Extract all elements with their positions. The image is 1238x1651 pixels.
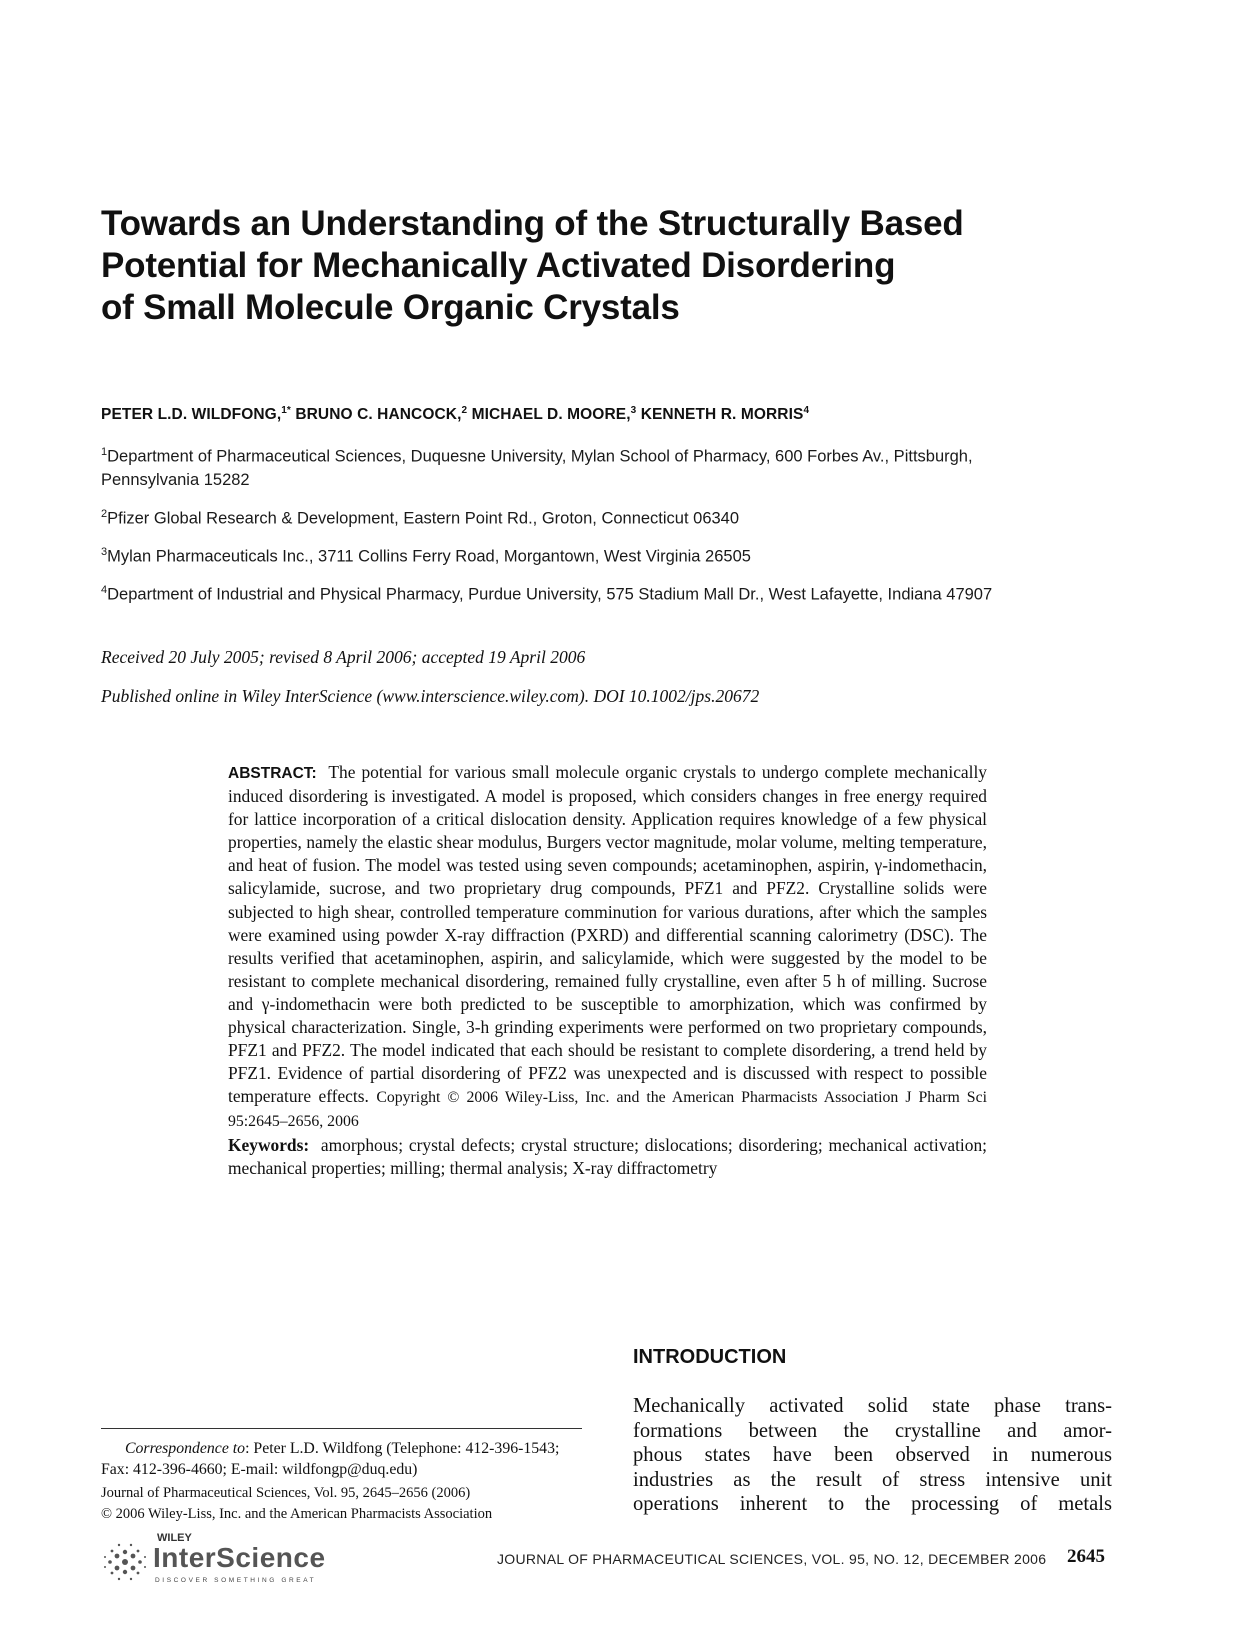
intro-line: formations between the crystalline and amor- <box>633 1419 1112 1442</box>
affiliation-text: Department of Pharmaceutical Sciences, Duquesne University, Mylan School of Pharmacy, 600 Forbes Av., Pittsburgh, <box>107 447 973 466</box>
author-affil-mark: 1* <box>281 405 291 416</box>
affiliation-number: 2 <box>101 508 108 520</box>
intro-line: operations inherent to the processing of metals <box>633 1493 1112 1516</box>
abstract-label: ABSTRACT: <box>228 765 317 782</box>
paper-title <box>101 203 1101 329</box>
abstract <box>228 761 987 1180</box>
title-line: Towards an Understanding of the Structurally Based <box>101 204 964 243</box>
author-name: MICHAEL D. MOORE, <box>471 406 631 424</box>
interscience-wordmark: InterScience <box>153 1542 326 1573</box>
affiliation <box>101 579 1111 607</box>
affiliation-number: 3 <box>101 546 108 558</box>
introduction-text <box>633 1394 1112 1517</box>
author-affil-mark: 2 <box>461 405 468 416</box>
title-line: of Small Molecule Organic Crystals <box>101 288 680 327</box>
author-list <box>101 405 1151 424</box>
affiliation <box>101 541 1111 569</box>
author-name: KENNETH R. MORRIS <box>640 406 804 424</box>
wiley-interscience-logo <box>101 1532 341 1588</box>
correspondence-text: : Peter L.D. Wildfong (Telephone: 412-396-1543; Fax: 412-396-4660; E-mail: wildfongp@duq.edu) <box>101 1440 560 1478</box>
intro-line: industries as the result of stress intensive unit <box>633 1468 1112 1491</box>
published-online: Published online in Wiley InterScience (www.interscience.wiley.com). DOI 10.1002/jps.20672 <box>101 686 760 706</box>
affiliation-text: Pfizer Global Research & Development, Eastern Point Rd., Groton, Connecticut 06340 <box>107 509 740 528</box>
footnote <box>101 1439 588 1524</box>
affiliation-text-cont: Pennsylvania 15282 <box>101 470 250 489</box>
affiliation <box>101 503 1111 531</box>
journal-citation: Journal of Pharmaceutical Sciences, Vol. 95, 2645–2656 (2006) <box>101 1485 471 1501</box>
affiliation-number: 1 <box>101 446 108 458</box>
page-number: 2645 <box>1067 1546 1105 1567</box>
keywords-text: amorphous; crystal defects; crystal structure; dislocations; disordering; mechanical activation; mechanical properties; milling; thermal analysis; X-ray diffractometry <box>228 1134 987 1178</box>
affiliation <box>101 441 1111 492</box>
title-line: Potential for Mechanically Activated Disordering <box>101 246 896 285</box>
footnote-divider <box>101 1428 582 1429</box>
received-dates: Received 20 July 2005; revised 8 April 2006; accepted 19 April 2006 <box>101 647 586 667</box>
section-heading: INTRODUCTION <box>633 1346 787 1368</box>
logo-tagline: DISCOVER SOMETHING GREAT <box>155 1577 317 1584</box>
intro-line: Mechanically activated solid state phase trans- <box>633 1395 1112 1417</box>
abstract-text: The potential for various small molecule organic crystals to undergo complete mechanically induced disordering is investigated. A model is proposed, which considers changes in free energy required for lattice incorporation of a critical dislocation density. Application requires knowledge of a few physical properties, namely the elastic shear modulus, Burgers vector magnitude, molar volume, melting temperature, and heat of fusion. The model was tested using seven compounds; acetaminophen, aspirin, γ-indomethacin, salicylamide, sucrose, and two proprietary drug compounds, PFZ1 and PFZ2. Crystalline solids were subjected to high shear, controlled temperature comminution for various durations, after which the samples were examined using powder X-ray diffraction (PXRD) and differential scanning calorimetry (DSC). The results verified that acetaminophen, aspirin, and salicylamide, which were suggested by the model to be resistant to complete mechanical disordering, remained fully crystalline, even after 5 h of milling. Sucrose and γ-indomethacin were both predicted to be susceptible to amorphization, which was confirmed by physical characterization. Single, 3-h grinding experiments were performed on two proprietary compounds, PFZ1 and PFZ2. The model indicated that each should be resistant to complete disordering, a trend held by PFZ1. Evidence of partial disordering of PFZ2 was unexpected and is discussed with respect to possible temperature effects. <box>228 762 987 1107</box>
intro-line: phous states have been observed in numerous <box>633 1444 1112 1467</box>
affiliation-number: 4 <box>101 584 108 596</box>
keywords-label: Keywords: <box>228 1134 310 1155</box>
running-footer: JOURNAL OF PHARMACEUTICAL SCIENCES, VOL. 95, NO. 12, DECEMBER 2006 <box>497 1551 1047 1567</box>
footnote-copyright: © 2006 Wiley-Liss, Inc. and the American Pharmacists Association <box>101 1505 493 1522</box>
author-name: PETER L.D. WILDFONG, <box>101 406 282 424</box>
affiliation-text: Mylan Pharmaceuticals Inc., 3711 Collins Ferry Road, Morgantown, West Virginia 26505 <box>107 547 751 566</box>
wiley-wordmark: WILEY <box>157 1532 192 1544</box>
author-affil-mark: 3 <box>630 405 637 416</box>
correspondence-label: Correspondence to <box>125 1440 246 1457</box>
abstract-copyright: Copyright © 2006 Wiley-Liss, Inc. and the American Pharmacists Association J Pharm Sci 95:2645–2656, 2006 <box>228 1089 987 1131</box>
author-name: BRUNO C. HANCOCK, <box>295 406 462 424</box>
author-affil-mark: 4 <box>803 405 810 416</box>
affiliation-text: Department of Industrial and Physical Pharmacy, Purdue University, 575 Stadium Mall Dr., West Lafayette, Indiana 47907 <box>107 585 993 604</box>
